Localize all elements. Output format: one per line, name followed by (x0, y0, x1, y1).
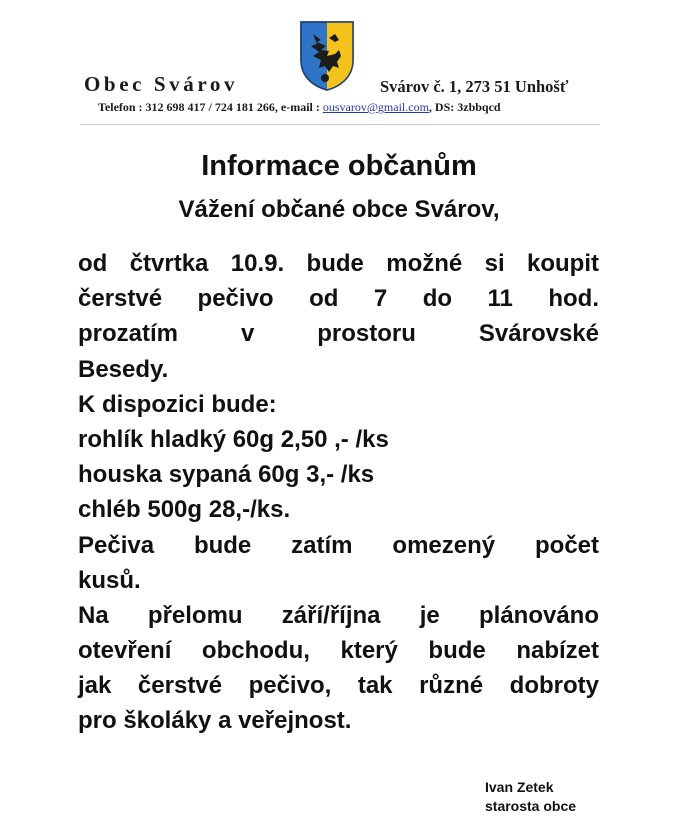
contact-ds: , DS: 3zbbqcd (428, 100, 501, 114)
notice-title: Informace občanům (201, 150, 477, 182)
municipality-address: Svárov č. 1, 273 51 Unhošť (380, 77, 569, 96)
coat-of-arms-icon (299, 20, 355, 92)
body-line: Na přelomu září/října je plánováno (78, 601, 599, 629)
body-line: prozatím v prostoru Svárovské (78, 320, 599, 348)
body-line: kusů. (78, 566, 141, 594)
price-item: houska sypaná 60g 3,- /ks (78, 461, 375, 489)
contact-phones: Telefon : 312 698 417 / 724 181 266, e-mail : (98, 100, 323, 114)
signature-role: starosta obce (485, 798, 577, 814)
price-item: chléb 500g 28,-/ks. (78, 496, 291, 524)
municipality-name: Obec Svárov (84, 72, 239, 96)
body-line: K dispozici bude: (78, 390, 277, 418)
body-line: čerstvé pečivo od 7 do 11 hod. (78, 285, 599, 313)
body-line: od čtvrtka 10.9. bude možné si koupit (78, 250, 599, 277)
email-link[interactable]: ousvarov@gmail.com (322, 100, 429, 114)
body-line: Besedy. (78, 355, 169, 383)
signature-block (485, 778, 576, 816)
body-line: Pečiva bude zatím omezený počet (78, 531, 599, 559)
body-line: jak čerstvé pečivo, tak různé dobroty (78, 672, 599, 700)
notice-body (78, 246, 599, 739)
body-line: otevření obchodu, který bude nabízet (78, 637, 599, 665)
letterhead-divider (80, 124, 600, 125)
body-line: pro školáky a veřejnost. (78, 707, 352, 735)
price-item: rohlík hladký 60g 2,50 ,- /ks (78, 425, 389, 453)
contact-line (98, 100, 501, 115)
notice-greeting: Vážení občané obce Svárov, (178, 196, 500, 223)
signature-name: Ivan Zetek (485, 779, 554, 795)
